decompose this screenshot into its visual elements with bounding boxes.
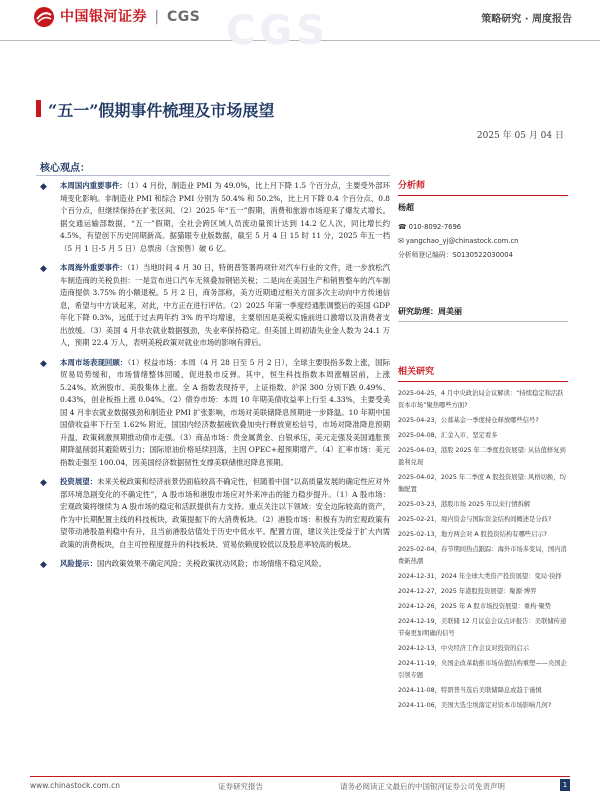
paragraph-text: （1）权益市场：本周（4 月 28 日至 5 月 2 日），全球主要股指多数上涨，国际贸易局势缓和，市场情绪整体回暖，促进股市反弹。其中，恒生科技指数本周涨幅居前，上涨 5.24%。欧洲股市、美股集体上涨。全 A 指数表现持平，上证指数、沪深 300 分别下跌 0.49%、0.43%，创业板指上涨 0.04%。（2）债券市场：本周 10 年期美债收益率上行至 4.33%，主要受美国 4 月非农就业数据强劲和制造业 PMI 扩张影响，市场对美联储降息预期进一步降温。10 年期中国国债收益率下行至 1.62% 附近，国国内经济数据疲软叠加央行释放宽松信号，市场对降准降息预期升温，政策刺激预期推动债市走强。（3）商品市场：贵金属黄金、白银承压，美元走强及美国通胀预期降温削弱其避险吸引力；国际原油价格延续回落，主因 OPEC+超预期增产。（4）汇率市场：美元指数走强至 100.04，因美国经济数据韧性支撑美联储推迟降息预期。 <box>60 357 390 467</box>
paragraph-investment-outlook <box>36 476 390 551</box>
sidebar <box>398 178 568 715</box>
paragraph-risk-warning <box>36 558 390 571</box>
related-research-item[interactable]: 2024-11-19，央国企改革助推市场估值结构重塑——央国企引领专题 <box>398 660 567 679</box>
paragraph-overseas-events <box>36 262 390 350</box>
related-research-item[interactable]: 2025-02-21，境内资金与国际资金结构间概述是分歧? <box>398 516 552 523</box>
paragraph-domestic-events <box>36 180 390 255</box>
related-research-item[interactable]: 2024-12-31，2024 年全球大类资产投资展望：变局·抉择 <box>398 573 562 580</box>
paragraph-label: 投资展望： <box>60 477 98 486</box>
footer-disclaimer: 请务必阅读正文最后的中国银河证券公司免责声明 <box>340 782 505 791</box>
report-title: “五一”假期事件梳理及市场展望 <box>48 101 275 120</box>
bullet-icon: ◆ <box>40 182 47 192</box>
report-date: 2025 年 05 月 04 日 <box>476 131 564 141</box>
analyst-heading: 分析师 <box>398 178 568 196</box>
related-research-item[interactable]: 2025-04-25，4 月中央政治局会议解读：“持续稳定和活跃资本市场”聚焦哪些方面? <box>398 390 564 409</box>
core-views-divider <box>36 175 390 176</box>
page-number: 1 <box>560 779 570 791</box>
related-research-list <box>398 388 568 712</box>
email-icon: ✉ <box>398 237 404 245</box>
footer-divider <box>30 776 570 777</box>
email-address[interactable]: yangchao_yj@chinastock.com.cn <box>405 237 519 245</box>
analyst-registration: 分析师登记编码：S0130522030004 <box>398 251 513 259</box>
paragraph-label: 本周市场表现回顾： <box>60 357 128 367</box>
bullet-icon: ◆ <box>40 560 47 570</box>
related-research-item[interactable]: 2025-04-08，汇金入市，坚定看多 <box>398 432 498 439</box>
related-research-item[interactable]: 2024-12-19，美联储 12 月议息会议点评报告：美联储传递节奏更加明确的信号 <box>398 618 567 637</box>
related-research-item[interactable]: 2024-12-27，2025 年港股投资展望：聚源·博弈 <box>398 588 537 595</box>
core-views-heading: 核心观点： <box>40 163 90 174</box>
related-research-item[interactable]: 2025-04-03，港股 2025 年二季度投资展望: 从估值修复到盈利兑现 <box>398 447 566 466</box>
footer-doc-type: 证券研究报告 <box>218 782 263 791</box>
brand-separator: | <box>154 9 160 25</box>
related-research-item[interactable]: 2024-11-08，特朗普当选后美联储降息或趋于谨慎 <box>398 687 542 694</box>
report-category: 策略研究 · 周度报告 <box>481 14 572 25</box>
phone-number: 010-8092-7696 <box>408 223 462 231</box>
main-content <box>36 180 390 578</box>
paragraph-text: （1）4 月份，制造业 PMI 为 49.0%，比上月下降 1.5 个百分点，主要受外部环境变化影响。非制造业 PMI 和综合 PMI 分别为 50.4% 和 50.2%，比上月下降 0.4 个百分点、0.8 个百分点，但继续保持在扩张区间。（2）2025 年“五一”假期，消费和旅游市场迎来了爆发式增长。据交通运输部数据，“五一”假期，全社会跨区域人员流动量预计达到 14.2 亿人次，同比增长约 4.5%，有望创下历史同期新高。据猫眼专业版数据，截至 5 月 4 日 15 时 11 分，2025 年五一档（5 月 1 日-5 月 5 日）总票房（含预售）破 6 亿。 <box>60 181 390 253</box>
analyst-phone <box>398 220 568 234</box>
paragraph-label: 本周国内重要事件： <box>60 181 127 190</box>
paragraph-text: 国内政策效果不确定风险；关税政策扰动风险；市场情绪不稳定风险。 <box>96 559 327 568</box>
related-research-heading: 相关研究 <box>398 364 568 382</box>
analyst-name: 杨超 <box>398 203 414 212</box>
brand-logo-text <box>60 6 200 26</box>
related-research-item[interactable]: 2024-12-13，中央经济工作会议对投资的启示 <box>398 645 530 652</box>
paragraph-label: 本周海外重要事件： <box>60 263 128 272</box>
related-research-item[interactable]: 2025-04-02，2025 年二季度 A 股投资展望: 风格切换，均衡配置 <box>398 474 566 493</box>
paragraph-label: 风险提示： <box>60 559 97 568</box>
analyst-email <box>398 234 568 248</box>
paragraph-text: （1）当地时间 4 月 30 日，特朗普签署两项针对汽车行业的文件，进一步放松汽车制造商的关税负担：一是宣布进口汽车无须叠加钢铝关税；二是向在美国生产和销售整车的汽车制造商提供 3.75% 的小额退税。5 月 2 日，商务部称，美方近期通过相关方面多次主动向中方传递信息，希望与中方谈起来，对此，中方正在进行评估。（2）2025 年第一季度经通胀调整后的美国 GDP 年化下降 0.3%，远低于过去两年约 3% 的平均增速，主要原因是美税实施前进口激增以及消费者支出放缓。（3）美国 4 月非农就业数据强劲，失业率保持稳定。但美国上周初请失业金人数为 24.1 万人，预期 22.4 万人，表明美税政策对就业市场的影响有滞后。 <box>60 263 390 347</box>
related-research-item[interactable]: 2025-02-04，春节期间热点跟踪：海外市场多变局，国内消费新热潮 <box>398 546 567 565</box>
related-research-item[interactable]: 2024-12-26，2025 年 A 股市场投资展望：重构·聚势 <box>398 603 552 610</box>
paragraph-market-review <box>36 357 390 470</box>
paragraph-text: 未来关税政策和经济前景仍面临较高不确定性，但随着中国“以高质量发展的确定性应对外部环境急剧变化的不确定性”，A 股市场和港股市场应对外来冲击的能力稳步提升。（1）A 股市场：宏观政策将继续为 A 股市场的稳定和活跃提供有力支持。重点关注以下领域：安全边际较高的资产，作为中长期配置主线的科技板块，政策提振下的大消费板块。（2）港股市场：积极有为的宏观政策有望带动港股盈利稳中有升，且当前港股估值处于历史中低水平。配置方面，建议关注受益于扩大内需政策的消费板块，自主可控程度提升的科技板块、贸易依赖度较低以及股息率较高的板块。 <box>60 477 390 549</box>
title-accent-bar <box>36 100 41 117</box>
research-assistant: 研究助理：周美丽 <box>398 306 568 322</box>
related-research-item[interactable]: 2024-11-06，美国大选尘埃落定对资本市场影响几何? <box>398 702 552 709</box>
header-watermark: CGS <box>226 8 329 54</box>
brand-name: 中国银河证券 <box>60 9 147 25</box>
related-research-item[interactable]: 2025-03-23，港股市场 2025 年以来行情拆解 <box>398 501 531 508</box>
footer-website[interactable]: www.chinastock.com.cn <box>30 781 120 790</box>
related-research-item[interactable]: 2025-02-13，地方两会对 A 股投资结构有哪些启示? <box>398 531 547 538</box>
galaxy-logo-icon <box>33 6 55 28</box>
related-research-item[interactable]: 2025-04-23，公募基金一季度持仓释放哪些信号? <box>398 417 539 424</box>
bullet-icon: ◆ <box>40 358 47 369</box>
bullet-icon: ◆ <box>40 478 47 488</box>
page-header <box>0 0 600 54</box>
bullet-icon: ◆ <box>40 264 47 274</box>
brand-name-en: CGS <box>166 9 201 25</box>
phone-icon: ☎ <box>398 223 407 231</box>
